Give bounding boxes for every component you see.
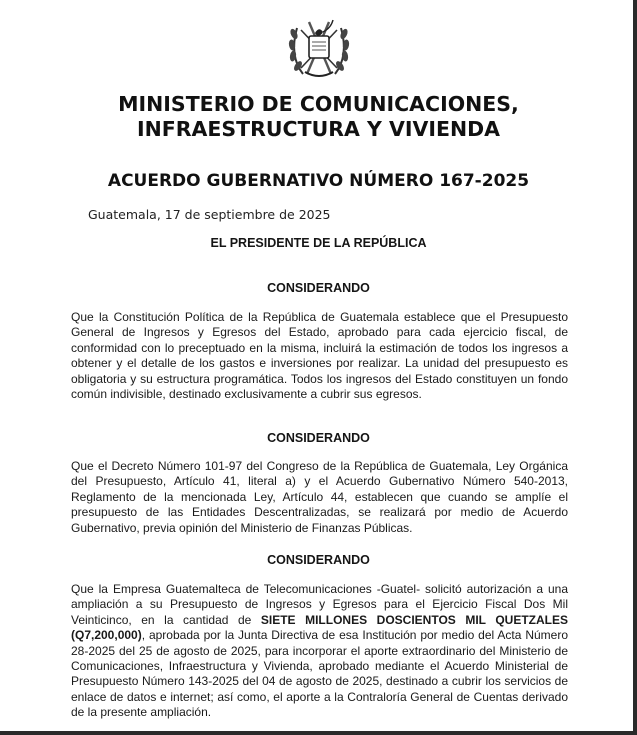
considerando-paragraph-2: Que el Decreto Número 101-97 del Congreso de la República de Guatemala, Ley Orgánica del Presupuesto, Artículo 41, literal a) y el Acuerdo Gubernativo Número 540-2013, Reglamento de la mencionada Ley, Artículo 44, establecen que cuando se amplíe el presupuesto de las Entidades Descentralizadas, se realizará por medio de Acuerdo Gubernativo, previa opinión del Ministerio de Finanzas Públicas. <box>71 459 568 535</box>
president-heading: EL PRESIDENTE DE LA REPÚBLICA <box>210 236 427 250</box>
considerando-heading-2: CONSIDERANDO <box>267 431 370 445</box>
document-date: Guatemala, 17 de septiembre de 2025 <box>88 207 331 222</box>
paragraph-3-text-start: Que la Empresa Guatemalteca de Telecomunicaciones -Guatel- solicitó autorización a una ampliación a su Presupuesto de Ingresos y Egresos para el Ejercicio Fiscal Dos Mil Veinticinco, en la cantidad de <box>71 582 568 627</box>
ministry-line-1: MINISTERIO DE COMUNICACIONES, <box>118 92 519 116</box>
considerando-paragraph-1: Que la Constitución Política de la República de Guatemala establece que el Presupuesto General de Ingresos y Egresos del Estado, aprobado para cada ejercicio fiscal, de conformidad con lo preceptuado en la misma, incluirá la estimación de todos los ingresos a obtener y el detalle de los gastos e inversiones por realizar. La unidad del presupuesto es obligatoria y su estructura programática. Todos los ingresos del Estado constituyen un fondo común indivisible, destinado exclusivamente a cubrir sus egresos. <box>71 310 568 402</box>
amount-bold-text: SIETE MILLONES DOSCIENTOS MIL QUETZALES (Q7,200,000) <box>71 612 568 643</box>
considerando-heading-3: CONSIDERANDO <box>267 553 370 567</box>
ministry-name <box>0 92 637 142</box>
considerando-paragraph-3 <box>71 582 568 721</box>
page-frame-bottom <box>0 731 637 735</box>
considerando-heading-1: CONSIDERANDO <box>267 281 370 295</box>
coat-of-arms-seal <box>283 12 355 84</box>
agreement-title: ACUERDO GUBERNATIVO NÚMERO 167-2025 <box>107 171 530 191</box>
ministry-line-2: INFRAESTRUCTURA Y VIVIENDA <box>136 117 501 141</box>
paragraph-3-text-end: , aprobada por la Junta Directiva de esa Institución por medio del Acta Número 28-2025 del 25 de agosto de 2025, para incorporar el aporte extraordinario del Ministerio de Comunicaciones, Infraestructura y Vivienda, aprobado mediante el Acuerdo Ministerial de Presupuesto Número 143-2025 del 04 de agosto de 2025, destinado a cubrir los servicios de enlace de datos e internet; así como, el aporte a la Contraloría General de Cuentas derivado de la presente ampliación. <box>71 628 568 720</box>
